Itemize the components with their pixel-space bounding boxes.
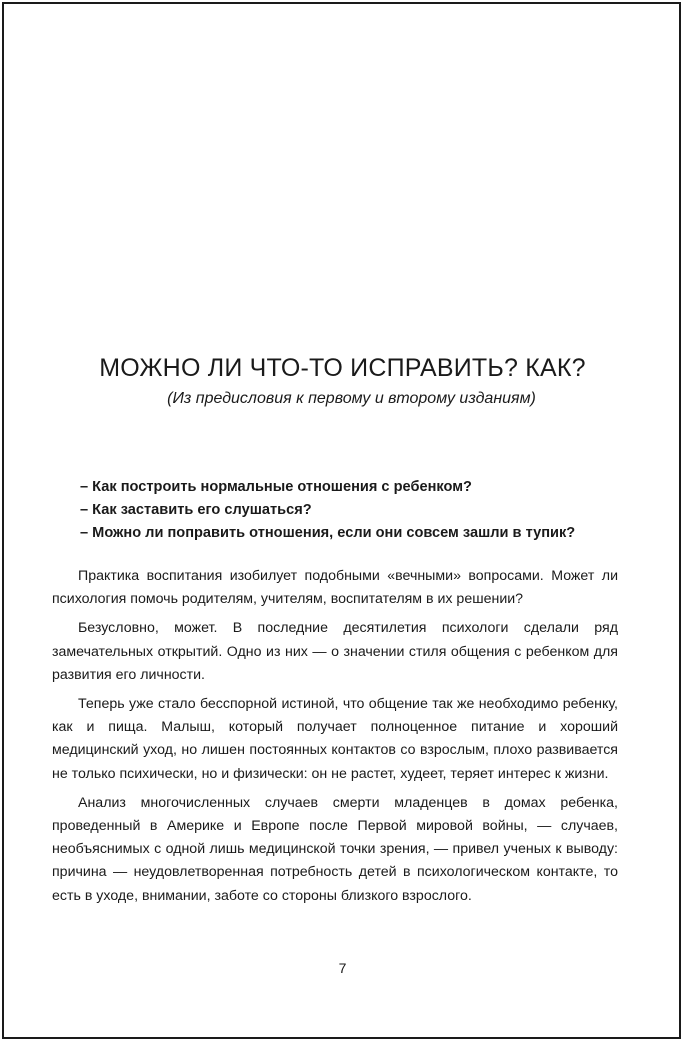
paragraph: Теперь уже стало бесспорной истиной, что общение так же необходимо ребенку, как и пища. Малыш, который получает полноценное питание и хороший медицинский уход, но лишен постоянных контактов со взрослым, плохо развивается не только психически, но и физически: он не растет, худеет, теряет интерес к жизни. — [52, 696, 618, 782]
paragraph: Практика воспитания изобилует подобными «вечными» вопросами. Может ли психология помочь родителям, учителям, воспитателям в их решении? — [52, 568, 618, 608]
page-number: 7 — [338, 960, 347, 976]
chapter-subtitle: (Из предисловия к первому и второму изданиям) — [167, 390, 536, 407]
question-item: – Как заставить его слушаться? — [80, 502, 312, 518]
chapter-title: МОЖНО ЛИ ЧТО-ТО ИСПРАВИТЬ? КАК? — [99, 354, 586, 382]
paragraph: Анализ многочисленных случаев смерти младенцев в домах ребенка, проведенный в Америке и Европе после Первой мировой войны, — случаев, необъяснимых с одной лишь медицинской точки зрения, — привел ученых к выводу: причина — неудовлетворенная потребность детей в психологическом контакте, то есть в уходе, внимании, заботе со стороны близкого взрослого. — [52, 794, 618, 904]
question-list — [80, 476, 640, 545]
question-item: – Как построить нормальные отношения с ребенком? — [80, 479, 472, 495]
question-item: – Можно ли поправить отношения, если они совсем зашли в тупик? — [80, 525, 576, 541]
body-text — [52, 565, 618, 914]
paragraph: Безусловно, может. В последние десятилетия психологи сделали ряд замечательных открытий. Одно из них — о значении стиля общения с ребенком для развития его личности. — [52, 620, 618, 683]
